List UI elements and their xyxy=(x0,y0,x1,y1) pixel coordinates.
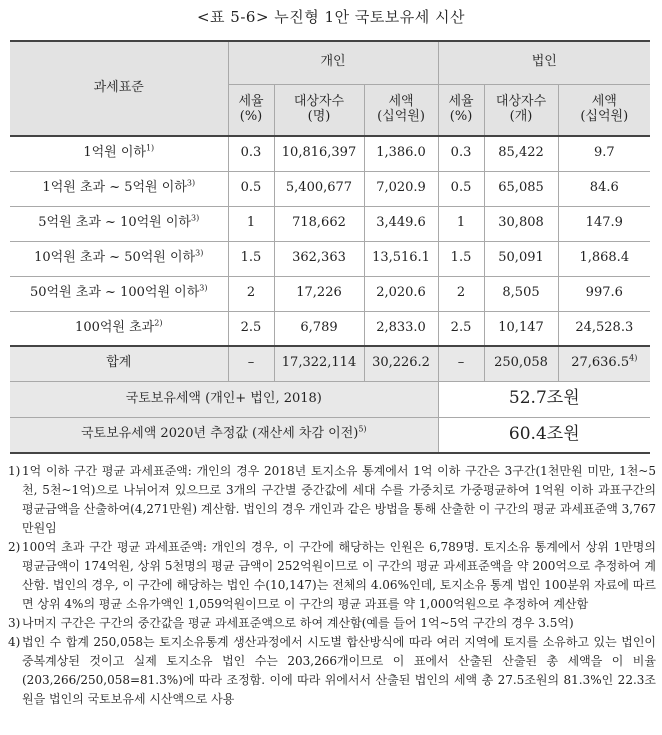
cell-ind-count: 718,662 xyxy=(274,206,364,241)
footnote-text: 100억 초과 구간 평균 과세표준액: 개인의 경우, 이 구간에 해당하는 인원은 6,789명. 토지소유 통계에서 상위 1만명의 평균금액이 174억원, 상위 5천명의 평균 금액이 252억원이므로 이 구간의 평균 과세표준액을 약 200억으로 추정하여 계산함. 법인의 경우, 이 구간에 해당하는 법인 수(10,147)는 전체의 4.06%인데, 토지소유 통계 법인 100분위 자료에 따르면 상위 4%의 평균 소유가액인 1,059억원이므로 이 구간의 평균 과표를 약 1,000억원으로 추정하여 계산함 xyxy=(22,540,656,611)
header-corp-count: 대상자수 (개) xyxy=(484,84,558,136)
summary-row-2020 xyxy=(10,417,650,453)
footnote-number: 3) xyxy=(8,616,21,630)
cell-corp-count: 65,085 xyxy=(484,171,558,206)
cell-ind-tax: 13,516.1 xyxy=(364,241,438,276)
cell-corp-count: 85,422 xyxy=(484,136,558,171)
header-ind-rate: 세율 (%) xyxy=(228,84,274,136)
cell-corp-rate: 1.5 xyxy=(438,241,484,276)
cell-corp-rate: 1 xyxy=(438,206,484,241)
row-label: 1억원 이하$^{1)}$ xyxy=(10,136,228,171)
cell-corp-count: 30,808 xyxy=(484,206,558,241)
total-ind-tax: 30,226.2 xyxy=(364,346,438,381)
footnote-item xyxy=(8,614,656,633)
total-ind-count: 17,322,114 xyxy=(274,346,364,381)
footnotes xyxy=(8,462,656,709)
cell-corp-rate: 0.5 xyxy=(438,171,484,206)
cell-ind-rate: 2.5 xyxy=(228,311,274,346)
cell-ind-count: 5,400,677 xyxy=(274,171,364,206)
table-row xyxy=(10,241,650,276)
table-row xyxy=(10,136,650,171)
row-label: 5억원 초과 ~ 10억원 이하$^{3)}$ xyxy=(10,206,228,241)
row-label: 100억원 초과$^{2)}$ xyxy=(10,311,228,346)
summary-2020-label: 국토보유세액 2020년 추정값 (재산세 차감 이전)$^{5)}$ xyxy=(10,417,438,453)
cell-ind-tax: 3,449.6 xyxy=(364,206,438,241)
table-row xyxy=(10,206,650,241)
total-row xyxy=(10,346,650,381)
tax-simulation-table xyxy=(10,40,650,454)
footnote-item xyxy=(8,462,656,538)
cell-ind-rate: 1 xyxy=(228,206,274,241)
cell-ind-count: 6,789 xyxy=(274,311,364,346)
cell-corp-rate: 0.3 xyxy=(438,136,484,171)
cell-corp-tax: 24,528.3 xyxy=(558,311,650,346)
table-title: <표 5-6> 누진형 1안 국토보유세 시산 xyxy=(196,8,466,26)
cell-corp-count: 8,505 xyxy=(484,276,558,311)
footnote-text: 1억 이하 구간 평균 과세표준액: 개인의 경우 2018년 토지소유 통계에서 1억 이하 구간은 3구간(1천만원 미만, 1천~5천, 5천~1억)으로 나뉘어져 있으므로 3개의 구간별 중간값에 세대 수를 가중치로 가중평균하여 1억원 이하 과표구간의 평균금액을 산출하여(4,271만원) 계산함. 법인의 경우 개인과 같은 방법을 통해 산출한 이 구간의 평균 과세표준액 3,767만원임 xyxy=(22,464,656,535)
header-corp-rate: 세율 (%) xyxy=(438,84,484,136)
cell-ind-tax: 2,833.0 xyxy=(364,311,438,346)
footnote-text: 나머지 구간은 구간의 중간값을 평균 과세표준액으로 하여 계산함(예를 들어 1억~5억 구간의 경우 3.5억) xyxy=(22,616,574,630)
cell-ind-tax: 2,020.6 xyxy=(364,276,438,311)
cell-ind-rate: 0.3 xyxy=(228,136,274,171)
total-label: 합계 xyxy=(10,346,228,381)
cell-corp-tax: 1,868.4 xyxy=(558,241,650,276)
total-corp-tax: 27,636.5$^{4)}$ xyxy=(558,346,650,381)
row-label: 10억원 초과 ~ 50억원 이하$^{3)}$ xyxy=(10,241,228,276)
header-corporate: 법인 xyxy=(438,41,650,84)
cell-ind-count: 362,363 xyxy=(274,241,364,276)
cell-ind-tax: 7,020.9 xyxy=(364,171,438,206)
row-label: 50억원 초과 ~ 100억원 이하$^{3)}$ xyxy=(10,276,228,311)
table-row xyxy=(10,276,650,311)
total-corp-count: 250,058 xyxy=(484,346,558,381)
summary-2020-value: 60.4조원 xyxy=(438,417,650,453)
cell-corp-rate: 2.5 xyxy=(438,311,484,346)
cell-ind-count: 17,226 xyxy=(274,276,364,311)
footnote-text: 법인 수 합계 250,058는 토지소유통계 생산과정에서 시도별 합산방식에 따라 여러 지역에 토지를 소유하고 있는 법인이 중복계상된 것이고 실제 토지소유 법인 수는 203,266개이므로 이 표에서 산출된 산출된 총 세액을 이 비율(203,266/250,058=81.3%)에 따라 조정함. 이에 따라 위에서서 산출된 법인의 세액 총 27.5조원의 81.3%인 22.3조원을 법인의 국토보유세 시산액으로 사용 xyxy=(22,635,656,706)
footnote-number: 1) xyxy=(8,464,21,478)
cell-corp-count: 10,147 xyxy=(484,311,558,346)
cell-ind-rate: 0.5 xyxy=(228,171,274,206)
total-ind-rate: – xyxy=(228,346,274,381)
total-corp-rate: – xyxy=(438,346,484,381)
footnote-item xyxy=(8,538,656,614)
header-individual: 개인 xyxy=(228,41,438,84)
summary-2018-value: 52.7조원 xyxy=(438,381,650,417)
cell-corp-count: 50,091 xyxy=(484,241,558,276)
cell-corp-tax: 997.6 xyxy=(558,276,650,311)
footnote-number: 2) xyxy=(8,540,21,554)
cell-corp-tax: 147.9 xyxy=(558,206,650,241)
header-ind-tax: 세액 (십억원) xyxy=(364,84,438,136)
cell-ind-rate: 2 xyxy=(228,276,274,311)
summary-row-2018 xyxy=(10,381,650,417)
header-ind-count: 대상자수 (명) xyxy=(274,84,364,136)
footnote-number: 4) xyxy=(8,635,21,649)
header-category: 과세표준 xyxy=(10,41,228,136)
cell-ind-rate: 1.5 xyxy=(228,241,274,276)
header-corp-tax: 세액 (십억원) xyxy=(558,84,650,136)
footnote-item xyxy=(8,633,656,709)
cell-ind-count: 10,816,397 xyxy=(274,136,364,171)
cell-ind-tax: 1,386.0 xyxy=(364,136,438,171)
summary-2018-label: 국토보유세액 (개인+ 법인, 2018) xyxy=(10,381,438,417)
table-row xyxy=(10,311,650,346)
cell-corp-rate: 2 xyxy=(438,276,484,311)
table-row xyxy=(10,171,650,206)
cell-corp-tax: 9.7 xyxy=(558,136,650,171)
row-label: 1억원 초과 ~ 5억원 이하$^{3)}$ xyxy=(10,171,228,206)
cell-corp-tax: 84.6 xyxy=(558,171,650,206)
